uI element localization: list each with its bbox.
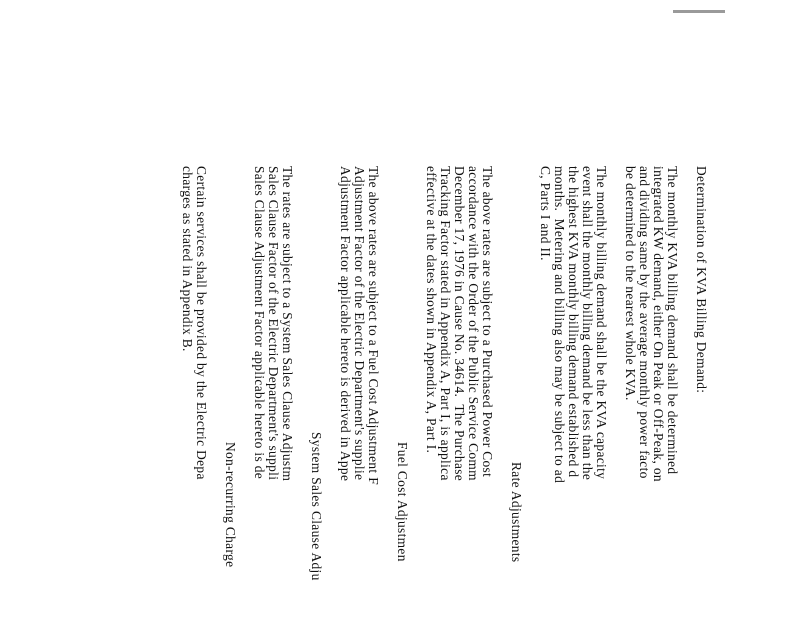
nonrecurring-line-1: Certain services shall be provided by the Electric Depa <box>194 166 209 480</box>
capacity-paragraph-line-5: C, Parts I and II. <box>538 166 553 261</box>
system-sales-heading: System Sales Clause Adju <box>309 432 324 581</box>
system-sales-line-3: Sales Clause Adjustment Factor applicable hereto is de <box>252 166 267 480</box>
purchased-power-line-4: Tracking Factor stated in Appendix A, Part I, is applica <box>438 166 453 481</box>
billing-demand-heading: Determination of KVA Billing Demand: <box>694 166 709 394</box>
purchased-power-line-2: accordance with the Order of the Public Service Comm <box>466 166 481 481</box>
capacity-paragraph-line-4: months. Metering and billing also may be subject to ad <box>552 166 567 484</box>
nonrecurring-line-2: charges as stated in Appendix B. <box>180 166 195 352</box>
capacity-paragraph-line-3: the highest KVA monthly billing demand established d <box>566 166 581 478</box>
fuel-cost-line-2: Adjustment Factor of the Electric Department's supplie <box>352 166 367 481</box>
purchased-power-line-1: The above rates are subject to a Purchased Power Cost <box>480 166 495 478</box>
kva-paragraph-line-3: and dividing same by the average monthly power facto <box>637 166 652 479</box>
fuel-cost-line-1: The above rates are subject to a Fuel Cost Adjustment F <box>366 166 381 485</box>
rate-adjustments-heading: Rate Adjustments <box>509 462 524 563</box>
system-sales-line-2: Sales Clause Factor of the Electric Department's suppli <box>266 166 281 481</box>
kva-paragraph-line-4: be determined to the nearest whole KVA. <box>623 166 638 401</box>
kva-paragraph-line-2: integrated KW demand, either On Peak or Off-Peak, on <box>651 166 666 482</box>
fuel-cost-heading: Fuel Cost Adjustmen <box>395 442 410 562</box>
purchased-power-line-5: effective at the dates shown in Appendix A, Part I. <box>424 166 439 454</box>
purchased-power-line-3: December 17, 1976 in Cause No. 34614. The Purchase <box>452 166 467 482</box>
capacity-paragraph-line-1: The monthly billing demand shall be the KVA capacity <box>594 166 609 480</box>
nonrecurring-heading: Non-recurring Charge <box>223 442 238 568</box>
system-sales-line-1: The rates are subject to a System Sales Clause Adjustm <box>280 166 295 482</box>
rotated-tariff-text <box>180 160 709 618</box>
fuel-cost-line-3: Adjustment Factor applicable hereto is derived in Appe <box>338 166 353 482</box>
capacity-paragraph-line-2: event shall the monthly billing demand be less than the <box>580 166 595 481</box>
scan-artifact-mark <box>673 10 725 13</box>
kva-paragraph-line-1: The monthly KVA billing demand shall be determined <box>665 166 680 475</box>
